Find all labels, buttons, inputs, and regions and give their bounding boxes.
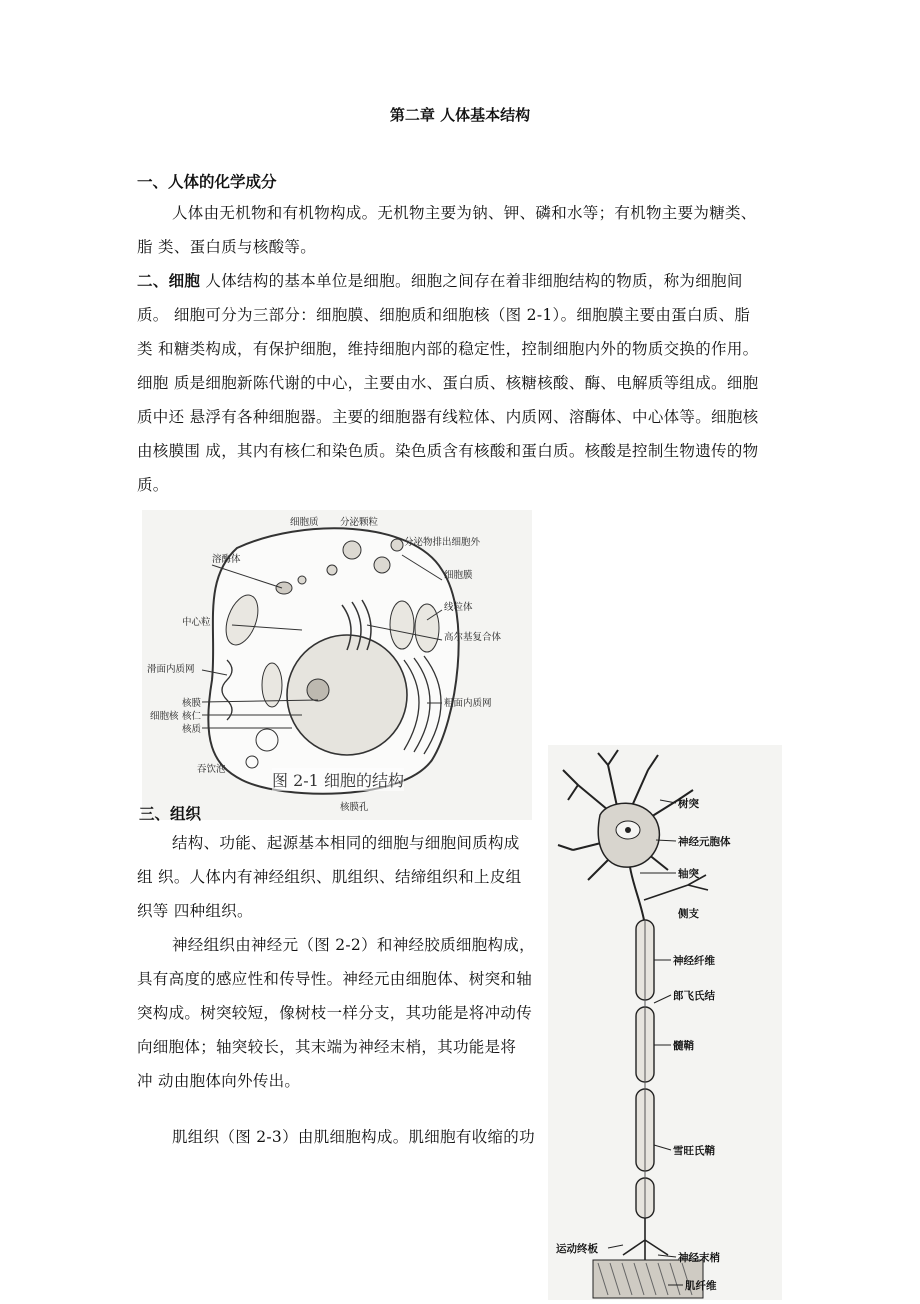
- neuron-figure: [548, 745, 782, 1300]
- label-neuron-body: 神经元胞体: [678, 836, 731, 848]
- label-cell-membrane: 细胞膜: [444, 570, 473, 581]
- paragraph-nerve-line3: 突构成。树突较短，像树枝一样分支，其功能是将冲动传: [137, 1004, 533, 1022]
- paragraph-cell-line3: 类 和糖类构成，有保护细胞，维持细胞内部的稳定性，控制细胞内外的物质交换的作用。: [137, 340, 759, 358]
- label-node-of-ranvier: 郎飞氏结: [673, 990, 715, 1002]
- label-nuclear-membrane: 核膜: [182, 698, 202, 709]
- paragraph-nerve-line2: 具有高度的感应性和传导性。神经元由细胞体、树突和轴: [137, 970, 533, 988]
- label-secretion-out: 分泌物排出细胞外: [404, 537, 481, 548]
- label-schwann-sheath: 雪旺氏鞘: [673, 1145, 715, 1157]
- label-rough-er: 粗面内质网: [444, 698, 492, 709]
- label-motor-end-plate: 运动终板: [556, 1243, 598, 1255]
- label-axon: 轴突: [678, 868, 699, 880]
- paragraph-chemical-line2: 脂 类、蛋白质与核酸等。: [137, 238, 317, 256]
- label-nerve-ending: 神经末梢: [678, 1252, 720, 1264]
- paragraph-tissue-line3: 织等 四种组织。: [137, 902, 253, 920]
- paragraph-chemical-line1: 人体由无机物和有机物构成。无机物主要为钠、钾、磷和水等；有机物主要为糖类、: [172, 204, 757, 222]
- paragraph-cell-line7: 质。: [137, 476, 169, 494]
- label-golgi: 高尔基复合体: [444, 632, 502, 643]
- label-lysosome: 溶酶体: [212, 554, 241, 565]
- label-nerve-fiber: 神经纤维: [673, 955, 715, 967]
- paragraph-cell-line5: 质中还 悬浮有各种细胞器。主要的细胞器有线粒体、内质网、溶酶体、中心体等。细胞核: [137, 408, 759, 426]
- label-centriole: 中心粒: [182, 617, 211, 628]
- paragraph-cell-line6: 由核膜围 成，其内有核仁和染色质。染色质含有核酸和蛋白质。核酸是控制生物遗传的物: [137, 442, 759, 460]
- section-heading-cell: 二、细胞: [137, 272, 201, 290]
- paragraph-cell-line4: 细胞 质是细胞新陈代谢的中心，主要由水、蛋白质、核糖核酸、酶、电解质等组成。细胞: [137, 374, 759, 392]
- label-nuclear-pore: 核膜孔: [340, 802, 369, 813]
- paragraph-muscle-line1: 肌组织（图 2-3）由肌细胞构成。肌细胞有收缩的功: [172, 1128, 535, 1146]
- paragraph-nerve-line5: 冲 动由胞体向外传出。: [137, 1072, 301, 1090]
- paragraph-tissue-line2: 组 织。人体内有神经组织、肌组织、结缔组织和上皮组: [137, 868, 522, 886]
- label-mitochondria: 线粒体: [444, 602, 473, 613]
- label-nucleolus: 核仁: [182, 711, 202, 722]
- paragraph-cell-line1: 二、细胞 人体结构的基本单位是细胞。细胞之间存在着非细胞结构的物质，称为细胞间: [137, 272, 743, 290]
- label-nucleus: 细胞核: [150, 711, 179, 722]
- label-pinocytic-vesicle: 吞饮泡: [197, 764, 226, 775]
- label-collateral: 侧支: [678, 908, 699, 920]
- paragraph-tissue-line1: 结构、功能、起源基本相同的细胞与细胞间质构成: [172, 834, 520, 852]
- label-smooth-er: 滑面内质网: [147, 664, 195, 675]
- section-heading-chemical: 一、人体的化学成分: [137, 173, 277, 191]
- page-title: 第二章 人体基本结构: [389, 106, 531, 124]
- label-muscle-fiber: 肌纤维: [685, 1280, 717, 1292]
- neuron-diagram: [548, 745, 782, 1300]
- label-cytoplasm: 细胞质: [290, 517, 319, 528]
- section-heading-tissue: 三、组织: [139, 805, 202, 823]
- paragraph-nerve-line4: 向细胞体；轴突较长，其末端为神经末梢，其功能是将: [137, 1038, 517, 1056]
- label-dendrite: 树突: [678, 798, 699, 810]
- paragraph-cell-line2: 质。 细胞可分为三部分：细胞膜、细胞质和细胞核（图 2-1）。细胞膜主要由蛋白质、脂: [137, 306, 751, 324]
- label-nucleoplasm: 核质: [182, 724, 202, 735]
- figure-caption-cell: 图 2-1 细胞的结构: [272, 768, 404, 791]
- paragraph-nerve-line1: 神经组织由神经元（图 2-2）和神经胶质细胞构成，: [172, 936, 535, 954]
- label-myelin-sheath: 髓鞘: [673, 1040, 694, 1052]
- label-secretory-granules: 分泌颗粒: [340, 517, 379, 528]
